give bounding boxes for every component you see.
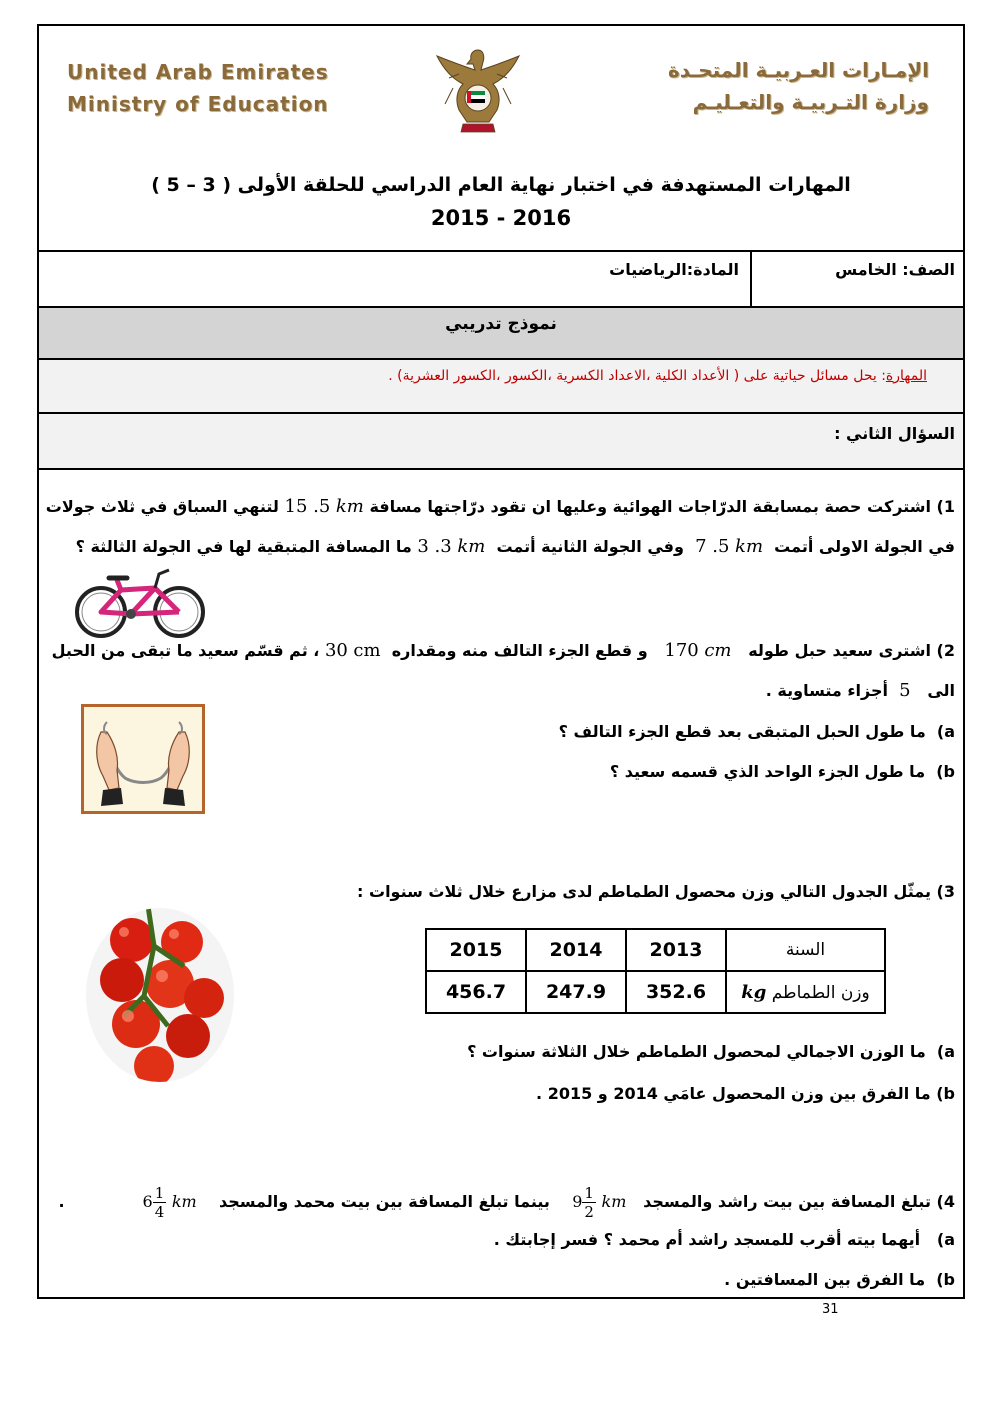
- q4-f2-whole: 6: [142, 1192, 153, 1211]
- q1-text-a: اشتركت حصة بمسابقة الدرّاجات الهوائية وعليها ان تقود درّاجتها مسافة: [369, 497, 931, 516]
- q4-text-a: تبلغ المسافة بين بيت راشد والمسجد: [643, 1192, 931, 1211]
- q1-total-unit: km: [335, 496, 364, 517]
- subject-label: المادة:الرياضيات: [609, 260, 739, 279]
- meta-row: [39, 252, 963, 308]
- q2-text-e: أجزاء متساوية .: [765, 681, 888, 700]
- q4-text-b: بينما تبلغ المسافة بين بيت محمد والمسجد: [218, 1192, 550, 1211]
- q1-value-round1: [695, 537, 763, 556]
- q4-f1-num: 1: [584, 1184, 594, 1202]
- q4-fraction-mohammed: [142, 1184, 197, 1221]
- q3-line1: [357, 882, 955, 901]
- question-heading: السؤال الثاني :: [834, 424, 955, 443]
- q1-text-e: ما المسافة المتبقية لها في الجولة الثالثة ؟: [75, 537, 412, 556]
- q4a-label: a): [936, 1230, 955, 1249]
- ministry-arabic: [668, 54, 929, 118]
- q1-round2-number: 3 .3: [417, 536, 452, 557]
- row-header-text: وزن الطماطم: [771, 982, 870, 1003]
- q4-line1: [58, 1184, 955, 1221]
- q4a-text: أيهما بيته أقرب للمسجد راشد أم محمد ؟ فسر إجابتك .: [493, 1230, 921, 1249]
- q2-length-unit: cm: [704, 640, 732, 661]
- q1-round2-unit: km: [457, 536, 486, 557]
- q1-line2: [76, 536, 955, 557]
- q4-f1-unit: km: [601, 1192, 627, 1211]
- q4-f1-whole: 9: [572, 1192, 583, 1211]
- q3a-line: [467, 1042, 955, 1061]
- ministry-ar-line2: وزارة التـربيـة والتعـليـم: [692, 90, 929, 114]
- q1-value-round2: [417, 537, 485, 556]
- q1-text-b: لتنهي السباق في ثلاث جولات: [45, 497, 279, 516]
- q4-text-end: .: [58, 1192, 65, 1211]
- q4-f2-unit: km: [171, 1192, 197, 1211]
- q3b-line: [536, 1084, 955, 1103]
- ministry-en-line1: United Arab Emirates: [67, 60, 329, 84]
- model-label: نموذج تدريبي: [445, 314, 557, 334]
- row-header-unit: kg: [741, 981, 767, 1003]
- q1-total-number: 15 .5: [284, 496, 331, 517]
- q4-f2-fraction: [153, 1184, 167, 1221]
- q4-f1-fraction: [582, 1184, 596, 1221]
- uae-emblem-falcon-icon: [433, 44, 523, 136]
- q1-text-c: في الجولة الاولى أتمت: [774, 537, 955, 556]
- q4a-line: [494, 1230, 955, 1249]
- year-cell: 2014: [526, 929, 626, 971]
- question-heading-row: [39, 414, 963, 470]
- table-row: [426, 929, 885, 971]
- q2b-label: b): [936, 762, 955, 781]
- table-row: [426, 971, 885, 1013]
- q2-number: 2): [936, 641, 955, 660]
- q1-number: 1): [936, 497, 955, 516]
- q2a-text: ما طول الحبل المتبقى بعد قطع الجزء التالف ؟: [558, 722, 926, 741]
- ministry-en-line2: Ministry of Education: [67, 92, 329, 116]
- grade-label: الصف: الخامس: [835, 260, 955, 279]
- q2a-line: [559, 722, 955, 741]
- q2-value-length: [664, 641, 731, 660]
- q1-value-total: [285, 497, 364, 516]
- q4-f2-num: 1: [154, 1184, 165, 1202]
- q3b-text: ما الفرق بين وزن المحصول عامَي 2014 و 2015 .: [536, 1084, 931, 1103]
- weight-cell: 352.6: [626, 971, 726, 1013]
- year-cell: 2013: [626, 929, 726, 971]
- q4b-line: [724, 1270, 955, 1289]
- skill-row: [39, 360, 963, 414]
- q2b-text: ما طول الجزء الواحد الذي قسمه سعيد ؟: [609, 762, 926, 781]
- q3-number: 3): [936, 882, 955, 901]
- q1-line1: [46, 496, 955, 517]
- skill-description: : يحل مسائل حياتية على ( الأعداد الكلية ،الاعداد الكسرية ،الكسور ،الكسور العشرية) .: [388, 368, 886, 384]
- q1-text-d: وفي الجولة الثانية أتمت: [496, 537, 684, 556]
- tomatoes-icon: [84, 906, 236, 1084]
- q3b-label: b): [936, 1084, 955, 1103]
- model-band: [39, 308, 963, 360]
- header: [39, 26, 963, 252]
- q2-value-cut: [325, 641, 381, 660]
- weight-cell: 456.7: [426, 971, 526, 1013]
- rope-hands-icon: [81, 704, 205, 814]
- q1-round1-number: 7 .5: [695, 536, 730, 557]
- q2a-label: a): [936, 722, 955, 741]
- q4b-text: ما الفرق بين المسافتين .: [724, 1270, 926, 1289]
- weight-cell: 247.9: [526, 971, 626, 1013]
- page-number: 31: [822, 1302, 839, 1317]
- q2-cut-unit: cm: [353, 640, 381, 661]
- q3a-text: ما الوزن الاجمالي لمحصول الطماطم خلال الثلاثة سنوات ؟: [467, 1042, 926, 1061]
- ministry-english: [67, 56, 329, 120]
- q2-line1: [52, 640, 955, 661]
- worksheet-page: [37, 24, 965, 1299]
- q2-length-number: 170: [664, 640, 699, 661]
- q2-text-c: ، ثم قسّم سعيد ما تبقى من الحبل: [51, 641, 320, 660]
- q4-f1-den: 2: [584, 1203, 594, 1221]
- q2-text-b: و قطع الجزء التالف منه ومقداره: [391, 641, 648, 660]
- q4b-label: b): [936, 1270, 955, 1289]
- q1-round1-unit: km: [735, 536, 764, 557]
- q2-parts-number: 5: [899, 680, 911, 701]
- meta-divider: [750, 252, 752, 306]
- q3-intro: يمثّل الجدول التالي وزن محصول الطماطم لدى مزارع خلال ثلاث سنوات :: [357, 882, 931, 901]
- q4-fraction-rashid: [572, 1184, 627, 1221]
- skill-label: المهارة: [885, 368, 927, 384]
- ministry-ar-line1: الإمـارات العـربيـة المتحـدة: [668, 58, 929, 82]
- table-col-header: السنة: [726, 929, 885, 971]
- q2-text-a: اشترى سعيد حبل طوله: [748, 641, 931, 660]
- year-cell: 2015: [426, 929, 526, 971]
- skill-text: [388, 368, 927, 384]
- tomato-table: [425, 928, 886, 1014]
- academic-year: 2015 - 2016: [430, 206, 572, 230]
- q2b-line: [610, 762, 955, 781]
- table-row-header: [726, 971, 885, 1013]
- q3a-label: a): [936, 1042, 955, 1061]
- q4-f2-den: 4: [154, 1203, 165, 1221]
- page-title: المهارات المستهدفة في اختبار نهاية العام الدراسي للحلقة الأولى ( 3 – 5 ): [151, 174, 851, 196]
- q2-text-d: الى: [927, 681, 955, 700]
- q4-number: 4): [936, 1192, 955, 1211]
- q2-cut-number: 30: [324, 640, 348, 661]
- bicycle-icon: [73, 566, 207, 640]
- q2-line2: [766, 680, 955, 701]
